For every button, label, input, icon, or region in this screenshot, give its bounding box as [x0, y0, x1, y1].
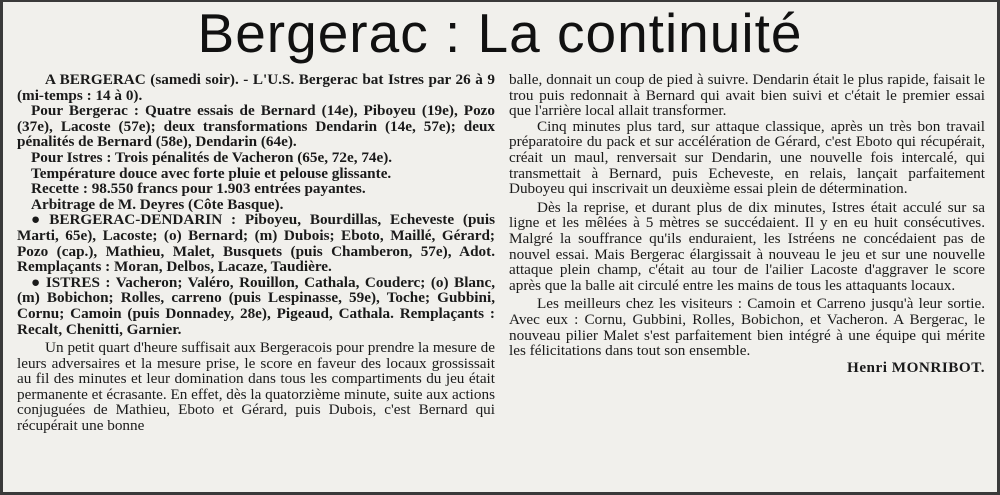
newspaper-clipping: [3, 2, 997, 492]
istres-lineup-text: ISTRES : Vacheron; Valéro, Rouillon, Cathala, Couderc; (o) Blanc, (m) Bobichon; Rolles, carreno (puis Lespinasse, 59e), Toche; Gubbini, Cornu; Camoin (puis Donnadey, 28e), Pigeaud, Cathala. Remplaçants : Recalt, Chenitti, Garnier.: [17, 273, 495, 338]
bergerac-lineup: [17, 212, 495, 274]
article-paragraph: Les meilleurs chez les visiteurs : Camoin et Carreno jusqu'à leur sortie. Avec eux : Cornu, Gubbini, Rolles, Bobichon, et Vacheron. A Bergerac, le nouveau pilier Malet s'est parfaitement bien intégré à une équipe qui mérite les félicitations dans tout son ensemble.: [509, 295, 985, 360]
bergerac-lineup-text: BERGERAC-DENDARIN : Piboyeu, Bourdillas, Echeveste (puis Marti, 65e), Lacoste; (o) Bernard; (m) Dubois; Eboto, Maillé, Gérard; Pozo (cap.), Mathieu, Malet, Busquets (puis Chamberon, 57e), Adot. Remplaçants : Moran, Delbos, Lacaze, Taudière.: [17, 211, 495, 276]
article-paragraph: Dès la reprise, et durant plus de dix minutes, Istres était acculé sur sa ligne et les mêlées à 5 mètres se succédaient. Il y en eu huit consécutives. Malgré la souffrance qu'ils enduraient, les Istréens ne concédaient pas de nouvel essai. Mais Bergerac élargissait à nouveau le jeu et sur une nouvelle attaque plein champ, c'était au tour de l'ailier Lacoste d'aggraver le score après que la balle ait circulé entre les mains de tous les attaquants locaux.: [509, 198, 985, 294]
gate-receipts: Recette : 98.550 francs pour 1.903 entrées payantes.: [31, 180, 366, 198]
headline: Bergerac : La continuité: [197, 2, 803, 64]
match-info: [17, 72, 495, 337]
scorers-istres: Pour Istres : Trois pénalités de Vacheron (65e, 72e, 74e).: [31, 148, 393, 166]
right-column: [509, 72, 985, 375]
article-paragraph: balle, donnait un coup de pied à suivre. Dendarin était le plus rapide, faisait le trou puis redonnait à Bernard qui avait bien suivi et c'était le premier essai que l'arrière local allait transformer.: [509, 71, 985, 120]
bullet-icon: ●: [31, 273, 42, 291]
weather-line: Température douce avec forte pluie et pelouse glissante.: [31, 164, 392, 182]
istres-lineup: [17, 275, 495, 337]
left-column: [17, 72, 495, 434]
author-signature: Henri MONRIBOT.: [847, 358, 985, 376]
article-paragraph: Cinq minutes plus tard, sur attaque classique, après un très bon travail préparatoire du pack et sur accélération de Gérard, c'est Eboto qui récupérait, créait un maul, renversait sur Dendarin, une nouvelle fois intercalé, qui transmettait à Bernard, puis Echeveste, en relais, lançait parfaitement Duboyeu qui inscrivait un deuxième essai plein de détermination.: [509, 117, 985, 198]
referee-line: Arbitrage de M. Deyres (Côte Basque).: [31, 195, 284, 213]
scorers-bergerac: Pour Bergerac : Quatre essais de Bernard (14e), Piboyeu (19e), Pozo (37e), Lacoste (57e); deux transformations Dendarin (14e, 57e); deux pénalités de Bernard (58e), Dendarin (64e).: [17, 102, 495, 151]
bullet-icon: ●: [31, 211, 46, 229]
lead-line: A BERGERAC (samedi soir). - L'U.S. Bergerac bat Istres par 26 à 9 (mi-temps : 14 à 0).: [17, 71, 495, 104]
article-paragraph: Un petit quart d'heure suffisait aux Bergeracois pour prendre la mesure de leurs adversaires et la mesure prise, le score en faveur des locaux grossissait au fil des minutes et leur domination dans tous les compartiments du jeu était permanente et écrasante. En effet, dès la quatorzième minute, suite aux actions conjuguées de Mathieu, Eboto et Gérard, puis Dubois, c'est Bernard qui récupérait une bonne: [17, 339, 495, 435]
